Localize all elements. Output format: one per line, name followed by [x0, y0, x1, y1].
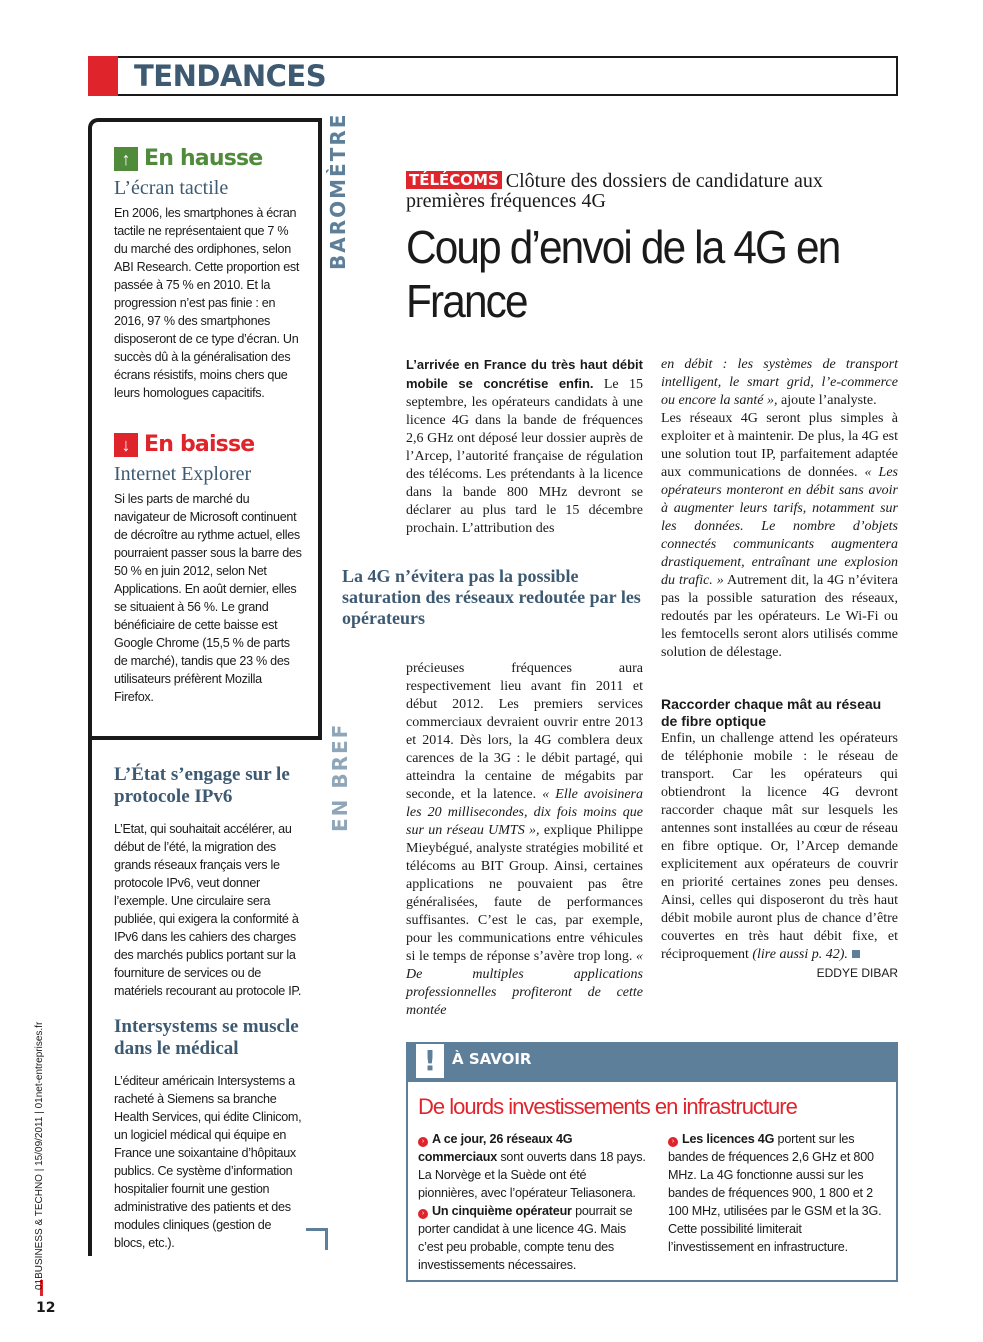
article-headline: Coup d’envoi de la 4G en France [406, 221, 840, 327]
kicker-text: Clôture des dossiers de candidature aux premières fréquences 4G [406, 170, 823, 212]
pull-quote: La 4G n’évitera pas la possible saturation des réseaux redoutée par les opérateurs [342, 566, 641, 628]
barometre-label: BAROMÈTRE [326, 112, 350, 270]
sidebar [88, 118, 322, 1258]
brief-ipv6 [114, 764, 304, 1000]
arrow-down-icon: ↓ [114, 433, 138, 457]
col1b-text-a: précieuses fréquences aura respectivement lieu avant fin 2011 et début 2012. Les premiers services commerciaux devraient ouvrir entre 2013 et 2014. Dès lors, la 4G comblera deux carences de la 3G : le débit partagé, qui atteindra la centaine de mégabits par seconde, et la latence. [406, 661, 643, 802]
savoir-tag: À SAVOIR [452, 1050, 532, 1068]
exclamation-icon: ! [416, 1044, 444, 1078]
article-subhead: Raccorder chaque mât au réseau de fibre optique [661, 696, 882, 729]
trend-up [114, 146, 304, 402]
col2-text-c: Autrement dit, la 4G n’évitera pas la possible saturation des réseaux, redoutés par les opérateurs. Le Wi-Fi ou les femtocells seront alors utilisés comme solution de délestage. [661, 573, 898, 660]
col2-quote-2: « Les opérateurs monteront en débit sans avoir à augmenter leurs tarifs, notamment sur les données. Le nombre d’objets connectés communicants augmentera drastiquement, entraînant une explosion du trafic. » [661, 465, 899, 588]
brief-intersystems-title: Intersystems se muscle dans le médical [114, 1016, 299, 1059]
section-title: TENDANCES [134, 59, 327, 93]
trend-up-text: En 2006, les smartphones à écran tactile ne représentaient que 7 % du marché des ordiphones, selon ABI Research. Cette proportion est passée à 75 % en 2010. Et la progression n’est pas finie : en 2016, 97 % des smartphones disposeront de ce type d’écran. Un succès dû à la généralisation des écrans résistifs, moins chers que leurs homologues capacitifs. [114, 206, 300, 400]
col2-reference: (lire aussi p. 42). [752, 947, 848, 962]
savoir-item1-bold: A ce jour, 26 réseaux 4G commerciaux [418, 1132, 573, 1164]
bullet-icon: › [418, 1137, 428, 1147]
savoir-item2-bold: Un cinquième opérateur [432, 1204, 572, 1218]
byline: EDDYE DIBAR [816, 966, 898, 980]
trend-down [114, 432, 304, 706]
brief-ipv6-text: L’Etat, qui souhaitait accélérer, au début de l’été, la migration des grands réseaux français vers le protocole IPv6, veut donner l’exemple. Une circulaire sera publiée, qui exigera la conformité à IPv6 dans les cahiers des charges des marchés publics portant sur la fourniture de services ou de matériels recourant au protocole IP. [114, 822, 302, 998]
article-kicker [406, 170, 896, 211]
savoir-bar [406, 1042, 898, 1082]
trend-up-title: L’écran tactile [114, 177, 229, 199]
col1b-text-b: explique Philippe Mieybégué, analyste stratégies mobilité et télécoms au BIT Group. Ainsi, certaines applications ne pouvaient pas être généralisées, faute de performances suffisantes. C’est le cas, par exemple, pour les communications entre véhicules si le temps de réponse s’avère trop long. [406, 823, 643, 964]
trend-down-text: Si les parts de marché du navigateur de Microsoft continuent de décroître au rythme actuel, elles pourraient passer sous la barre des 50 % en juin 2012, selon Net Applications. En août dernier, elles se situaient à 56 %. Le grand bénéficiaire de cette baisse est Google Chrome (15,5 % de parts de marché), tandis que 23 % des utilisateurs préfèrent Mozilla Firefox. [114, 492, 302, 704]
page-number: 12 [36, 1300, 56, 1316]
section-header [88, 56, 898, 96]
savoir-item3-text: portent sur les bandes de fréquences 2,6 GHz et 800 MHz. La 4G fonctionne aussi sur les bandes de fréquences 900, 1 800 et 2 100 MHz, utilisées par le GSM et la 3G. Cette possibilité limiterait l’investissement en infrastructure. [668, 1132, 882, 1254]
savoir-item1-text: sont ouverts dans 18 pays. La Norvège et la Suède ont été pionnières, avec l’opérateur Teliasonera. [418, 1150, 646, 1200]
end-mark-icon [852, 950, 860, 958]
col1b-quote-1: « Elle avoisinera les 20 millisecondes, dix fois moins que sur un réseau UMTS », [406, 787, 644, 838]
col2-text-a: ajoute l’analyste. [781, 393, 877, 408]
brief-intersystems [114, 1016, 304, 1252]
section-header-marker [88, 56, 118, 96]
enbref-label: EN BREF [328, 722, 352, 832]
article-col1b [406, 660, 643, 1020]
brief-intersystems-text: L’éditeur américain Intersystems a racheté à Siemens sa branche Health Services, qui édite Clinicom, un logiciel médical qui équipe en France une soixantaine d’hôpitaux publics. Ce système d’information hospitalier fournit une gestion administrative des patients et des modules cliniques (gestion de blocs, etc.). [114, 1074, 302, 1250]
trend-down-label: En baisse [144, 432, 255, 457]
savoir-title: De lourds investissements en infrastructure [418, 1094, 797, 1119]
article-lead: L’arrivée en France du très haut débit mobile se concrétise enfin. [406, 357, 643, 391]
running-footer: 01BUSINESS & TECHNO | 15/09/2011 | 01net-entreprises.fr [34, 1021, 45, 1290]
frame-arrow-icon [306, 1228, 328, 1250]
savoir-col2 [668, 1130, 890, 1256]
trend-down-title: Internet Explorer [114, 463, 252, 485]
col2-quote-1: en débit : les systèmes de transport intelligent, le smart grid, l’e-commerce ou encore la santé », [661, 357, 898, 408]
col2-text-d: Enfin, un challenge attend les opérateurs de téléphonie mobile : le réseau de transport. Car les opérateurs qui obtiendront la licence 4G devront raccorder chaque mât sur lesquels les antennes sont installées au cœur de réseau en fibre optique. Or, l’Arcep demande explicitement aux opérateurs de couvrir en priorité certaines zones peu denses. Ainsi, celles qui disposeront du très haut débit mobile auront plus de chance d’être couvertes en très haut débit fixe, et réciproquement [661, 731, 898, 962]
bullet-icon: › [418, 1209, 428, 1219]
bullet-icon: › [668, 1137, 678, 1147]
kicker-tag: TÉLÉCOMS [406, 171, 502, 189]
savoir-col1 [418, 1130, 648, 1274]
col2-text-b: Les réseaux 4G seront plus simples à exploiter et à maintenir. De plus, la 4G est une solution tout IP, parfaitement adaptée aux communications de données. [661, 411, 898, 480]
savoir-item2-text: pourrait se porter candidat à une licence 4G. Mais c’est peu probable, compte tenu des investissements nécessaires. [418, 1204, 633, 1272]
arrow-up-icon: ↑ [114, 147, 138, 171]
trend-up-label: En hausse [144, 146, 263, 171]
article-col1 [406, 356, 643, 538]
brief-ipv6-title: L’État s’engage sur le protocole IPv6 [114, 764, 290, 807]
article-col2 [661, 356, 898, 982]
col1b-quote-2: « De multiples applications professionnelles profiteront de cette montée [406, 949, 643, 1018]
savoir-box [406, 1042, 898, 1282]
savoir-item3-bold: Les licences 4G [682, 1132, 775, 1146]
col1-text: Le 15 septembre, les opérateurs candidats à une licence 4G dans la bande de fréquences 2,6 GHz ont déposé leur dossier auprès de l’Arcep, l’autorité française de régulation des télécoms. Les prétendants à la licence dans la bande 800 MHz devront se déclarer au plus tard le 15 décembre prochain. L’attribution des [406, 377, 644, 536]
